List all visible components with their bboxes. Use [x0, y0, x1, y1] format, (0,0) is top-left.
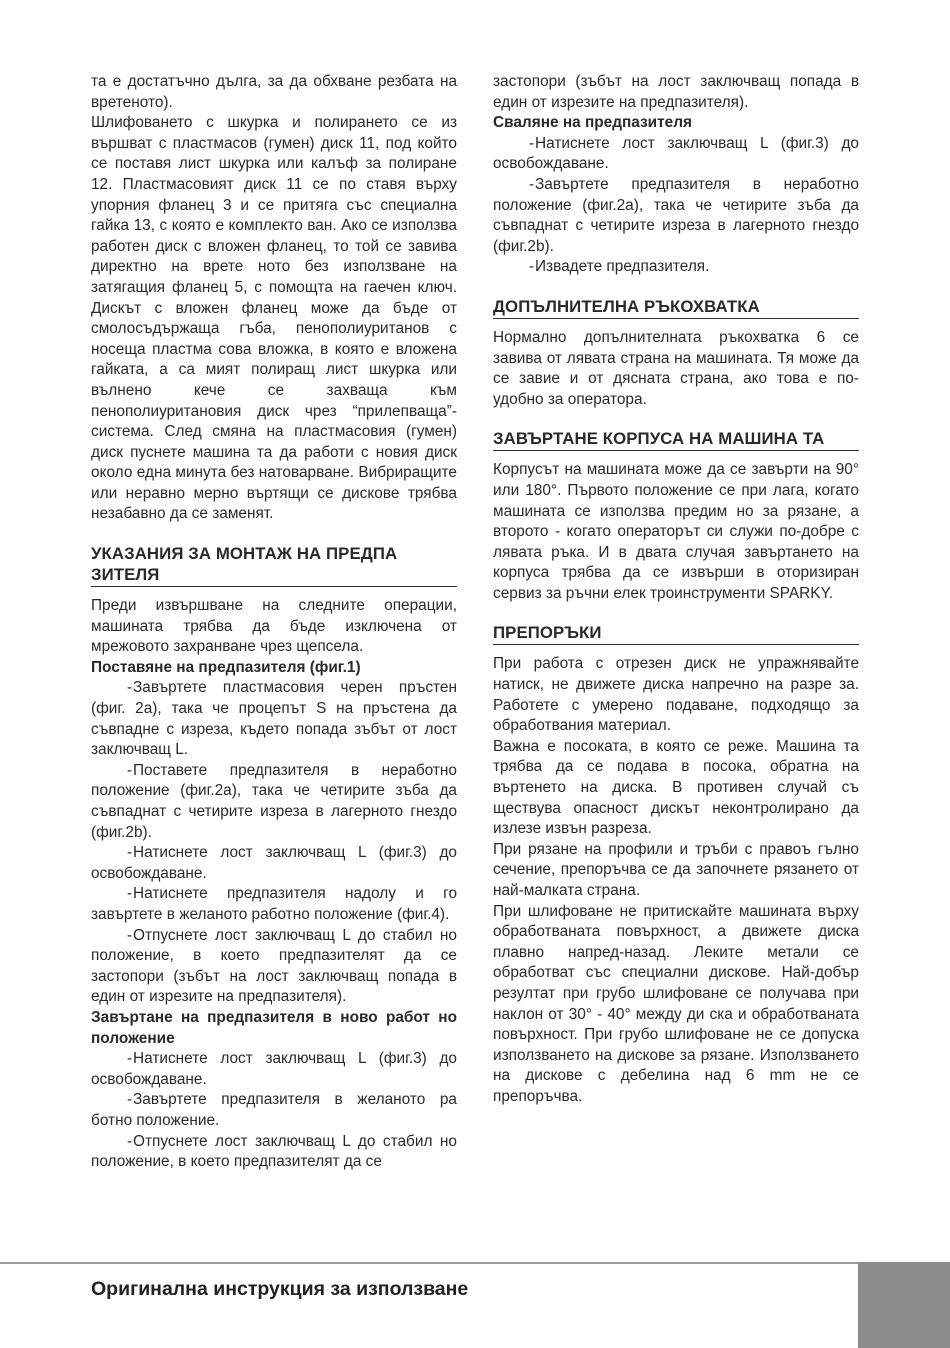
paragraph: При рязане на профили и тръби с правоъ гълно сечение, препоръчва се да започнете рязането от най-малката страна.: [493, 840, 859, 899]
list-item-text: Отпуснете лост заключващ L до стабил но положение, в което предпазителят да се: [91, 1132, 457, 1171]
paragraph: Корпусът на машината може да се завърти на 90° или 180°. Първото положение се при лага, когато машината се използва предим но за рязане, а второто - когато операторът си служи по-добре с лявата ръка. И в двата случая завъртането на корпуса трябва да се извърши в оторизиран сервиз за ръчни елек троинструменти SPARKY.: [493, 461, 859, 602]
list-dash: -: [127, 1050, 133, 1068]
section-gap: [493, 278, 859, 296]
paragraph: та е достатъчно дълга, за да обхване резбата на вретеното).: [91, 73, 457, 111]
list-item-text: Натиснете лост заключващ L (фиг.3) до освобождаване.: [91, 1050, 457, 1088]
list-item-text: Завъртете предпазителя в неработно положение (фиг.2а), така че четирите зъба да съвпаднат с четирите изреза в лагерното гнездо (фиг.2b).: [493, 175, 859, 255]
list-item: [493, 175, 859, 257]
list-item: [91, 761, 457, 843]
paragraph: Преди извършване на следните операции, машината трябва да бъде изключена от мрежовото захранване чрез щепсела.: [91, 597, 457, 656]
list-item: [91, 1132, 457, 1173]
list-dash: -: [127, 1091, 133, 1109]
paragraph: застопори (зъбът на лост заключващ попада в един от изрезите на предпазителя).: [493, 73, 859, 111]
list-dash: -: [529, 175, 535, 193]
list-item-text: Завъртете пластмасовия черен пръстен (фиг. 2а), така че процепът S на пръстена да съвпадне с изреза, където попада зъбът от лост заключващ L.: [91, 679, 457, 759]
list-item: [91, 1090, 457, 1131]
section-heading: ДОПЪЛНИТЕЛНА РЪКОХВАТКА: [493, 296, 859, 319]
list-item-text: Натиснете предпазителя надолу и го завъртете в желаното работно положение (фиг.4).: [91, 885, 457, 923]
section-heading: УКАЗАНИЯ ЗА МОНТАЖ НА ПРЕДПА ЗИТЕЛЯ: [91, 543, 457, 587]
list-dash: -: [127, 844, 133, 862]
subheading: Завъртане на предпазителя в ново работ но положение: [91, 1008, 457, 1047]
subheading: Поставяне на предпазителя (фиг.1): [91, 658, 361, 676]
footer-page-tab: [858, 1262, 950, 1348]
paragraph: При работа с отрезен диск не упражнявайте натиск, не движете диска напречно на разре за. Работете с умерено подаване, подходящо за обработвания материал.: [493, 655, 859, 735]
paragraph: Важна е посоката, в която се реже. Машина та трябва да се подава в посока, обратна на въртенето на диска. В противен случай съ ществува опасност дискът неконтролирано да излезе извън разреза.: [493, 737, 859, 838]
list-item-text: Поставете предпазителя в неработно положение (фиг.2а), така че четирите зъба да съвпаднат с четирите изреза в лагерното гнездо (фиг.2b).: [91, 761, 457, 841]
list-item: [91, 843, 457, 884]
right-column: [493, 72, 859, 1108]
list-dash: -: [127, 761, 133, 779]
list-item-text: Завъртете предпазителя в желаното ра ботно положение.: [91, 1091, 457, 1129]
list-item: [493, 257, 859, 278]
list-item-text: Отпуснете лост заключващ L до стабил но положение, в което предпазителят да се застопори (зъбът на лост заключващ попада в един от изрезите на предпазителя).: [91, 926, 457, 1006]
list-dash: -: [529, 134, 535, 152]
list-item: [91, 926, 457, 1008]
subheading: Сваляне на предпазителя: [493, 114, 692, 132]
section-gap: [493, 604, 859, 622]
section-heading: ЗАВЪРТАНЕ КОРПУСА НА МАШИНА ТА: [493, 428, 859, 451]
paragraph: Шлифоването с шкурка и полирането се из вършват с пластмасов (гумен) диск 11, под който се поставя лист шкурка или калъф за полиране 12. Пластмасовият диск 11 се по ставя върху упорния фланец 3 и се притяга със специална гайка 13, с която е комплекто ван. Ако се използва работен диск с вложен фланец, то той се завива директно на врете ното без използване на затягащия фланец 5, с помощта на гаечен ключ. Дискът с вложен фланец може да бъде от смолосъдържаща гъба, пенополиуританов с носеща пластма сова вложка, в която е вложена гайката, а са мият полиращ лист шкурка или вълнено кече се захваща към пенополиуритановия диск чрез “прилепваща”- система. След смяна на пластмасовия (гумен) диск пуснете машина та да работи с новия диск около една минута без натоварване. Вибриращите или неравно мерно въртящи се дискове трябва незабавно да се заменят.: [91, 114, 457, 523]
list-dash: -: [127, 926, 133, 944]
list-dash: -: [529, 258, 535, 276]
section-gap: [493, 410, 859, 428]
footer-divider: [0, 1262, 858, 1264]
list-dash: -: [127, 885, 133, 903]
paragraph: При шлифоване не притискайте машината върху обработваната повърхност, а движете диска плавно напред-назад. Леките метали се обработват със специални дискове. Най-добър резултат при грубо шлифоване се получава при наклон от 30° - 40° между ди ска и обработваната повърхност. При грубо шлифоване не се допуска използването на дискове за рязане. Използването на дискове с дебелина над 6 mm не се препоръчва.: [493, 902, 859, 1105]
list-item-text: Натиснете лост заключващ L (фиг.3) до освобождаване.: [91, 844, 457, 882]
list-item: [91, 1049, 457, 1090]
section-heading: ПРЕПОРЪКИ: [493, 622, 859, 645]
section-gap: [91, 525, 457, 543]
footer-title: Оригинална инструкция за използване: [91, 1278, 469, 1300]
list-item: [91, 884, 457, 925]
list-dash: -: [127, 679, 133, 697]
list-item-text: Извадете предпазителя.: [535, 258, 710, 276]
list-item: [91, 678, 457, 760]
paragraph: Нормално допълнителната ръкохватка 6 се завива от лявата страна на машината. Тя може да се завие и от дясната страна, ако това е по-удобно за оператора.: [493, 328, 859, 408]
left-column: [91, 72, 457, 1173]
list-dash: -: [127, 1132, 133, 1150]
list-item: [493, 134, 859, 175]
list-item-text: Натиснете лост заключващ L (фиг.3) до освобождаване.: [493, 134, 859, 173]
